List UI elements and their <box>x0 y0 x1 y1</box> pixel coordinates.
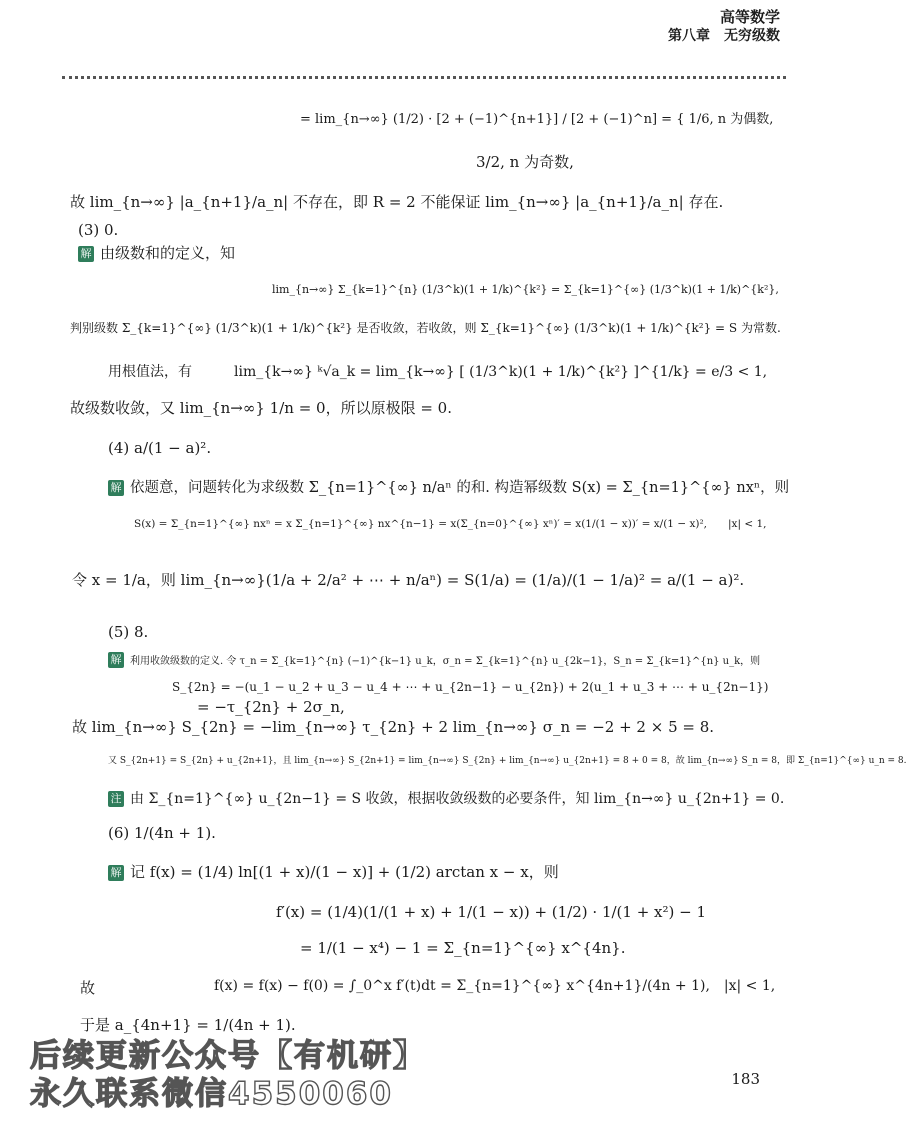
content-line <box>108 862 559 882</box>
content-line <box>108 622 148 642</box>
content-text: f′(x) = (1/4)(1/(1 + x) + 1/(1 − x)) + (1/2) · 1/(1 + x²) − 1 <box>276 903 707 921</box>
content-text: = 1/(1 − x⁴) − 1 = Σ_{n=1}^{∞} x^{4n}. <box>300 939 626 957</box>
content-line <box>272 280 779 300</box>
solution-badge: 解 <box>108 865 124 881</box>
content-text: 由 Σ_{n=1}^{∞} u_{2n−1} = S 收敛，根据收敛级数的必要条件，知 lim_{n→∞} u_{2n+1} = 0. <box>130 791 785 807</box>
content-line <box>197 697 345 717</box>
content-line <box>108 438 211 458</box>
content-line <box>80 978 95 998</box>
content-text: f(x) = f(x) − f(0) = ∫_0^x f′(t)dt = Σ_{n=1}^{∞} x^{4n+1}/(4n + 1), |x| < 1, <box>214 978 776 994</box>
content-line <box>70 318 781 338</box>
watermark-line-2: 永久联系微信4550060 <box>30 1076 393 1112</box>
page-number: 183 <box>731 1070 760 1088</box>
content-text: = −τ_{2n} + 2σ_n, <box>197 698 345 716</box>
content-text: 于是 a_{4n+1} = 1/(4n + 1). <box>80 1016 296 1034</box>
content-text: 利用收敛级数的定义. 令 τ_n = Σ_{k=1}^{n} (−1)^{k−1} u_k，σ_n = Σ_{k=1}^{n} u_{2k−1}，S_n = Σ_{k=1}^{n} u_k，则 <box>130 656 761 667</box>
content-text: (6) 1/(4n + 1). <box>108 824 216 842</box>
chapter-title: 第八章 无穷级数 <box>668 28 780 44</box>
content-line <box>300 110 773 130</box>
header-divider <box>62 76 786 79</box>
book-title: 高等数学 <box>719 8 780 26</box>
solution-badge: 解 <box>108 652 124 668</box>
content-line <box>70 192 723 212</box>
content-line <box>78 243 235 263</box>
content-line <box>108 823 216 843</box>
content-text: 故级数收敛，又 lim_{n→∞} 1/n = 0，所以原极限 = 0. <box>70 399 452 417</box>
content-line <box>476 152 574 172</box>
watermark-line-1: 后续更新公众号【有机研】 <box>30 1038 426 1074</box>
content-text: S(x) = Σ_{n=1}^{∞} nxⁿ = x Σ_{n=1}^{∞} nx^{n−1} = x(Σ_{n=0}^{∞} xⁿ)′ = x(1/(1 − x))′ = x/(1 − x)², |x| < 1, <box>134 518 767 530</box>
content-text: S_{2n} = −(u_1 − u_2 + u_3 − u_4 + ⋯ + u_{2n−1} − u_{2n}) + 2(u_1 + u_3 + ⋯ + u_{2n−1}) <box>172 680 769 694</box>
content-text: (4) a/(1 − a)². <box>108 439 212 457</box>
content-text: 又 S_{2n+1} = S_{2n} + u_{2n+1}，且 lim_{n→∞} S_{2n+1} = lim_{n→∞} S_{2n} + lim_{n→∞} u_{2n+1} = 8 + 0 = 8，故 lim_{n→∞} S_n = 8，即 Σ_{n=1}^{∞} u_n = 8. <box>108 756 907 766</box>
content-text: lim_{n→∞} Σ_{k=1}^{n} (1/3^k)(1 + 1/k)^{k²} = Σ_{k=1}^{∞} (1/3^k)(1 + 1/k)^{k²}, <box>272 283 779 296</box>
content-line <box>300 938 625 958</box>
content-text: 用根值法，有 lim_{k→∞} ᵏ√a_k = lim_{k→∞} [ (1/3^k)(1 + 1/k)^{k²} ]^{1/k} = e/3 < 1, <box>108 364 768 380</box>
content-text: 令 x = 1/a，则 lim_{n→∞}(1/a + 2/a² + ⋯ + n/aⁿ) = S(1/a) = (1/a)/(1 − 1/a)² = a/(1 − a)². <box>72 571 745 589</box>
content-text: (3) 0. <box>78 221 119 239</box>
content-line <box>78 220 118 240</box>
content-text: 判别级数 Σ_{k=1}^{∞} (1/3^k)(1 + 1/k)^{k²} 是否收敛，若收敛，则 Σ_{k=1}^{∞} (1/3^k)(1 + 1/k)^{k²} = S 为常数. <box>70 321 781 335</box>
content-line <box>108 789 784 809</box>
content-text: 故 lim_{n→∞} |a_{n+1}/a_n| 不存在，即 R = 2 不能保证 lim_{n→∞} |a_{n+1}/a_n| 存在. <box>70 193 724 211</box>
solution-badge: 解 <box>78 246 94 262</box>
content-line <box>72 570 744 590</box>
content-line <box>108 362 767 382</box>
content-text: 故 <box>80 979 96 997</box>
content-text: 故 lim_{n→∞} S_{2n} = −lim_{n→∞} τ_{2n} + 2 lim_{n→∞} σ_n = −2 + 2 × 5 = 8. <box>72 718 715 736</box>
solution-badge: 解 <box>108 480 124 496</box>
solution-badge: 注 <box>108 791 124 807</box>
content-line <box>108 652 760 672</box>
content-line <box>134 514 767 534</box>
content-line <box>72 717 714 737</box>
content-text: = lim_{n→∞} (1/2) · [2 + (−1)^{n+1}] / [2 + (−1)^n] = { 1/6, n 为偶数, <box>300 112 774 127</box>
content-line <box>70 398 452 418</box>
content-line <box>276 902 706 922</box>
content-line <box>108 751 907 771</box>
content-text: 依题意，问题转化为求级数 Σ_{n=1}^{∞} n/aⁿ 的和. 构造幂级数 S(x) = Σ_{n=1}^{∞} nxⁿ，则 <box>130 480 790 496</box>
content-line <box>108 478 789 498</box>
content-text: 3/2, n 为奇数, <box>476 153 574 171</box>
content-line <box>172 677 768 697</box>
content-text: 由级数和的定义，知 <box>100 244 236 262</box>
content-text: (5) 8. <box>108 623 149 641</box>
content-line <box>214 976 775 996</box>
content-text: 记 f(x) = (1/4) ln[(1 + x)/(1 − x)] + (1/2) arctan x − x，则 <box>130 863 559 881</box>
